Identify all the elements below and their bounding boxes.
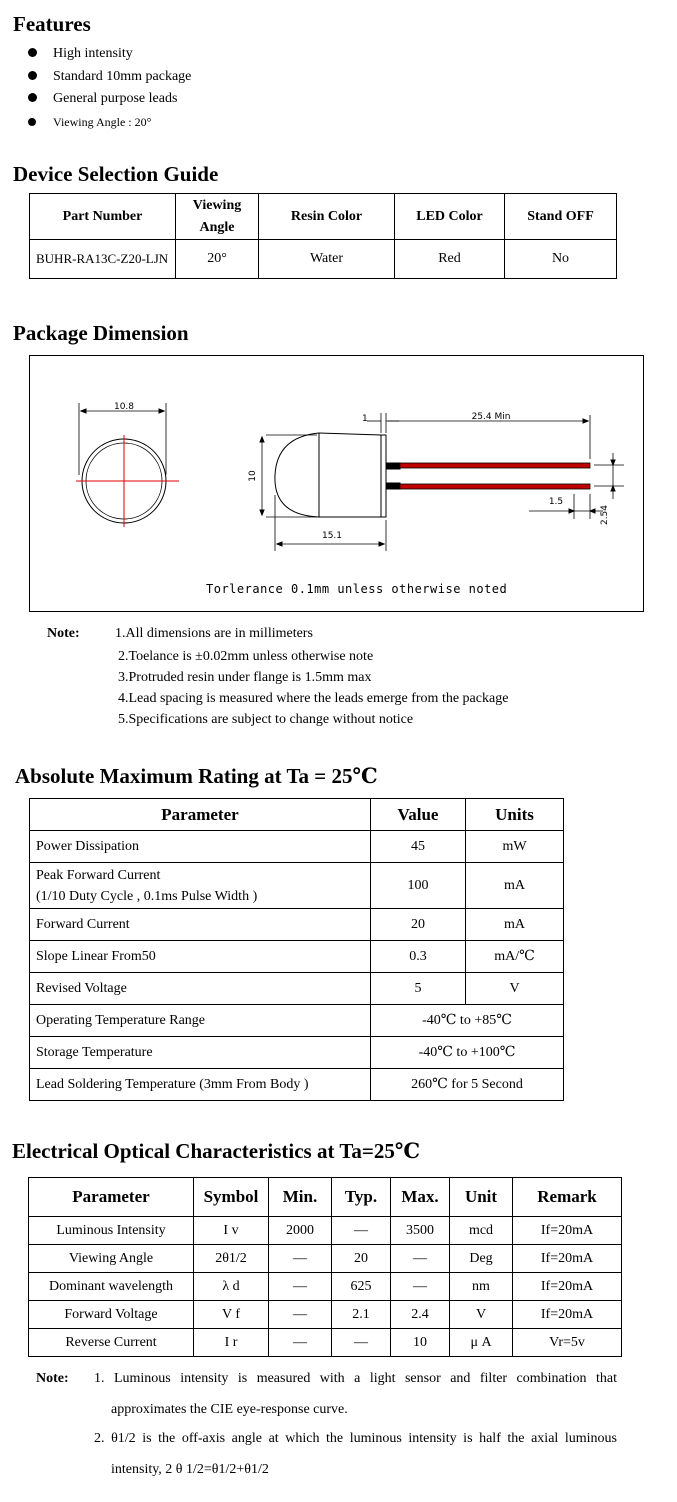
table-row [29, 1329, 622, 1357]
dim-1: 1 [362, 414, 368, 424]
table-cell: 3500 [391, 1217, 450, 1245]
table-cell: 2.4 [391, 1301, 450, 1329]
table-cell: — [269, 1273, 332, 1301]
note-item: 2.Toelance is ±0.02mm unless otherwise note [118, 649, 374, 664]
notes-label: Note: [47, 626, 80, 641]
note-item: approximates the CIE eye-response curve. [111, 1402, 348, 1417]
table-cell: 2000 [269, 1217, 332, 1245]
table-cell: Viewing Angle [29, 1245, 194, 1273]
table-cell: Water [259, 240, 395, 279]
bullet-icon [28, 118, 36, 126]
dim-2-54: 2.54 [600, 504, 610, 526]
table-cell: mA [466, 863, 564, 909]
note-item: 2. θ1/2 is the off-axis angle at which the luminous intensity is half the axial luminous [94, 1431, 617, 1446]
table-header-row [29, 1178, 622, 1217]
note-item: 5.Specifications are subject to change without notice [118, 712, 414, 727]
table-cell: 20° [176, 240, 259, 279]
table-header-row [30, 799, 564, 831]
table-cell: Revised Voltage [30, 973, 371, 1005]
col-header: Stand OFF [505, 194, 617, 240]
col-header: Parameter [30, 799, 371, 831]
col-header: Unit [450, 1178, 513, 1217]
table-cell: If=20mA [513, 1245, 622, 1273]
note-item: intensity, 2 θ 1/2=θ1/2+θ1/2 [111, 1462, 269, 1477]
table-cell: V [466, 973, 564, 1005]
table-row [30, 831, 564, 863]
table-row [29, 1273, 622, 1301]
table-cell: 20 [371, 909, 466, 941]
col-header: Part Number [30, 194, 176, 240]
table-cell: Deg [450, 1245, 513, 1273]
feature-item: Viewing Angle : 20° [28, 115, 151, 130]
table-cell: Red [395, 240, 505, 279]
note-item: 1.All dimensions are in millimeters [115, 626, 313, 641]
feature-item: General purpose leads [28, 91, 177, 107]
features-title: Features [13, 12, 91, 36]
feature-item: High intensity [28, 46, 133, 62]
selection-title: Device Selection Guide [13, 162, 219, 186]
eo-title: Electrical Optical Characteristics at Ta=25℃ [12, 1139, 421, 1163]
table-cell: 5 [371, 973, 466, 1005]
col-header: Resin Color [259, 194, 395, 240]
table-cell: mW [466, 831, 564, 863]
table-cell: — [269, 1301, 332, 1329]
table-cell: 100 [371, 863, 466, 909]
table-cell: If=20mA [513, 1273, 622, 1301]
table-header-row [30, 194, 617, 240]
table-row [30, 240, 617, 279]
table-cell: Dominant wavelength [29, 1273, 194, 1301]
table-cell: -40℃ to +100℃ [371, 1037, 564, 1069]
param-line: Peak Forward Current [36, 867, 161, 883]
eo-notes-label: Note: [36, 1371, 69, 1386]
table-cell: λ d [194, 1273, 269, 1301]
table-cell: — [332, 1329, 391, 1357]
table-cell: 260℃ for 5 Second [371, 1069, 564, 1101]
table-cell: I v [194, 1217, 269, 1245]
col-header: LED Color [395, 194, 505, 240]
table-cell: Forward Voltage [29, 1301, 194, 1329]
table-cell: mcd [450, 1217, 513, 1245]
table-row [30, 1037, 564, 1069]
dim-10: 10 [248, 470, 258, 482]
abs-max-table [29, 798, 564, 1101]
table-cell: 2.1 [332, 1301, 391, 1329]
table-cell: — [391, 1245, 450, 1273]
table-row [29, 1245, 622, 1273]
dim-1-5: 1.5 [548, 497, 564, 507]
table-cell: If=20mA [513, 1217, 622, 1245]
eo-table [28, 1177, 622, 1357]
table-cell: — [332, 1217, 391, 1245]
table-cell: — [269, 1329, 332, 1357]
table-cell: Power Dissipation [30, 831, 371, 863]
table-row [30, 909, 564, 941]
table-cell: Reverse Current [29, 1329, 194, 1357]
table-cell: V f [194, 1301, 269, 1329]
table-cell: Vr=5v [513, 1329, 622, 1357]
side-view [260, 413, 624, 551]
table-cell: 20 [332, 1245, 391, 1273]
col-header: Value [371, 799, 466, 831]
table-cell: Slope Linear From50 [30, 941, 371, 973]
table-cell: If=20mA [513, 1301, 622, 1329]
package-drawing [29, 355, 644, 612]
table-row [30, 1069, 564, 1101]
table-cell: 45 [371, 831, 466, 863]
table-cell: I r [194, 1329, 269, 1357]
table-cell: — [269, 1245, 332, 1273]
package-drawing-frame [29, 355, 644, 612]
bullet-icon [28, 93, 37, 102]
table-row [30, 941, 564, 973]
table-cell: mA [466, 909, 564, 941]
table-cell: No [505, 240, 617, 279]
note-item: 4.Lead spacing is measured where the leads emerge from the package [118, 691, 509, 706]
table-cell: BUHR-RA13C-Z20-LJN [30, 240, 176, 279]
table-cell: 2θ1/2 [194, 1245, 269, 1273]
col-header: Units [466, 799, 564, 831]
col-header: Remark [513, 1178, 622, 1217]
front-view [76, 403, 179, 527]
table-cell: Storage Temperature [30, 1037, 371, 1069]
table-cell: Luminous Intensity [29, 1217, 194, 1245]
note-item: 1. Luminous intensity is measured with a light sensor and filter combination that [94, 1371, 617, 1386]
selection-table [29, 193, 617, 279]
table-row [30, 863, 564, 909]
dim-25-4-min: 25.4 Min [471, 412, 511, 422]
table-cell: -40℃ to +85℃ [371, 1005, 564, 1037]
col-header: Typ. [332, 1178, 391, 1217]
col-header: Min. [269, 1178, 332, 1217]
col-header: Parameter [29, 1178, 194, 1217]
table-row [29, 1217, 622, 1245]
table-cell: — [391, 1273, 450, 1301]
table-cell [30, 863, 371, 909]
table-row [30, 973, 564, 1005]
table-cell: nm [450, 1273, 513, 1301]
tolerance-note: Torlerance 0.1mm unless otherwise noted [206, 582, 508, 596]
col-header: Max. [391, 1178, 450, 1217]
table-cell: mA/℃ [466, 941, 564, 973]
param-line: (1/10 Duty Cycle , 0.1ms Pulse Width ) [36, 888, 258, 904]
col-header: Symbol [194, 1178, 269, 1217]
dim-10-8: 10.8 [113, 402, 135, 412]
abs-max-title: Absolute Maximum Rating at Ta = 25℃ [15, 764, 378, 788]
table-cell: 625 [332, 1273, 391, 1301]
package-title: Package Dimension [13, 321, 189, 345]
table-cell: 10 [391, 1329, 450, 1357]
table-row [29, 1301, 622, 1329]
bullet-icon [28, 48, 37, 57]
note-item: 3.Protruded resin under flange is 1.5mm max [118, 670, 372, 685]
table-cell: Operating Temperature Range [30, 1005, 371, 1037]
table-row [30, 1005, 564, 1037]
table-cell: 0.3 [371, 941, 466, 973]
table-cell: V [450, 1301, 513, 1329]
feature-item: Standard 10mm package [28, 69, 191, 85]
table-cell: Forward Current [30, 909, 371, 941]
dim-15-1: 15.1 [321, 531, 343, 541]
table-cell: Lead Soldering Temperature (3mm From Body ) [30, 1069, 371, 1101]
bullet-icon [28, 71, 37, 80]
col-header: Viewing Angle [176, 194, 259, 240]
table-cell: μ A [450, 1329, 513, 1357]
